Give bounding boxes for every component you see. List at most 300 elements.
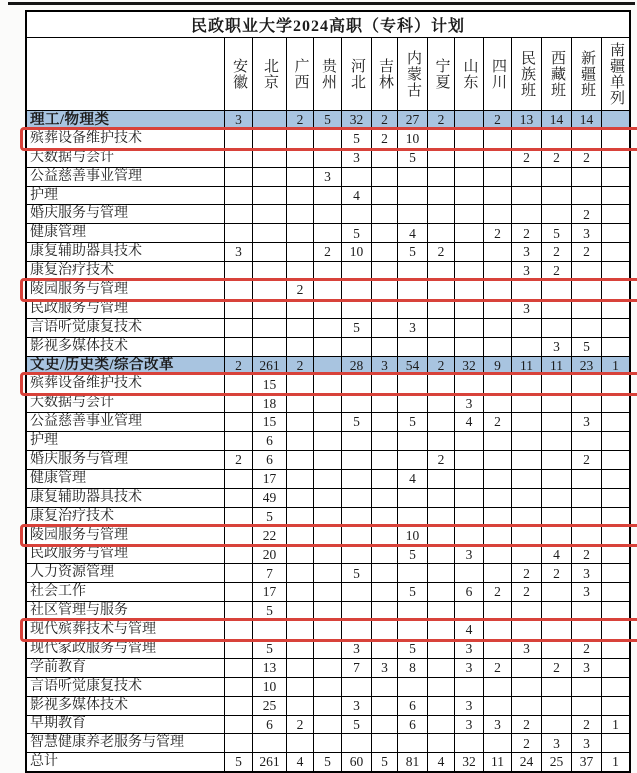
value-cell bbox=[313, 470, 341, 488]
value-cell bbox=[571, 262, 601, 280]
value-cell bbox=[371, 489, 397, 507]
value-cell bbox=[483, 470, 511, 488]
value-cell bbox=[511, 319, 541, 337]
value-cell bbox=[427, 149, 454, 167]
value-cell bbox=[601, 508, 629, 526]
value-cell: 2 bbox=[286, 111, 313, 129]
value-cell: 3 bbox=[571, 734, 601, 752]
row-label: 康复辅助器具技术 bbox=[30, 244, 142, 260]
value-cell: 2 bbox=[483, 413, 511, 431]
value-cell: 24 bbox=[511, 753, 541, 771]
value-cell bbox=[483, 734, 511, 752]
value-cell: 2 bbox=[511, 734, 541, 752]
value-cell bbox=[286, 375, 313, 393]
value-cell bbox=[371, 583, 397, 601]
value-cell: 14 bbox=[571, 111, 601, 129]
value-cell: 13 bbox=[511, 111, 541, 129]
value-cell: 2 bbox=[427, 111, 454, 129]
column-header-label: 河北 bbox=[349, 58, 365, 90]
value-cell: 2 bbox=[541, 564, 571, 582]
value-cell bbox=[601, 527, 629, 545]
data-row bbox=[27, 149, 629, 168]
value-cell: 2 bbox=[511, 224, 541, 242]
value-cell bbox=[371, 168, 397, 186]
value-cell: 9 bbox=[483, 357, 511, 375]
column-header-label: 山东 bbox=[461, 58, 478, 90]
value-cell bbox=[286, 205, 313, 223]
value-cell bbox=[286, 149, 313, 167]
row-label: 民政服务与管理 bbox=[30, 300, 128, 316]
value-cell bbox=[224, 130, 252, 148]
value-cell bbox=[313, 489, 341, 507]
value-cell bbox=[341, 375, 371, 393]
column-header-1 bbox=[252, 38, 286, 110]
value-cell bbox=[252, 338, 286, 356]
value-cell: 5 bbox=[397, 243, 427, 261]
value-cell: 10 bbox=[252, 678, 286, 696]
value-cell: 2 bbox=[571, 243, 601, 261]
value-cell bbox=[601, 432, 629, 450]
row-label: 总计 bbox=[30, 754, 58, 770]
value-cell: 11 bbox=[483, 753, 511, 771]
value-cell bbox=[371, 564, 397, 582]
value-cell: 3 bbox=[224, 243, 252, 261]
value-cell: 2 bbox=[571, 640, 601, 658]
value-cell: 3 bbox=[541, 734, 571, 752]
value-cell bbox=[483, 168, 511, 186]
column-header-10 bbox=[511, 38, 541, 110]
value-cell: 2 bbox=[571, 149, 601, 167]
column-header-label: 南疆单列 bbox=[608, 42, 624, 106]
value-cell bbox=[483, 149, 511, 167]
column-header-label: 广西 bbox=[292, 58, 309, 90]
value-cell bbox=[224, 149, 252, 167]
value-cell bbox=[397, 300, 427, 318]
row-label: 殡葬设备维护技术 bbox=[30, 376, 142, 392]
value-cell bbox=[224, 564, 252, 582]
value-cell bbox=[397, 375, 427, 393]
value-cell bbox=[371, 281, 397, 299]
value-cell: 3 bbox=[571, 413, 601, 431]
value-cell bbox=[454, 734, 483, 752]
value-cell bbox=[341, 678, 371, 696]
value-cell bbox=[397, 338, 427, 356]
value-cell bbox=[341, 281, 371, 299]
value-cell: 3 bbox=[571, 224, 601, 242]
value-cell bbox=[454, 375, 483, 393]
value-cell: 3 bbox=[454, 545, 483, 563]
value-cell bbox=[454, 205, 483, 223]
value-cell bbox=[313, 659, 341, 677]
value-cell bbox=[483, 130, 511, 148]
value-cell: 10 bbox=[341, 243, 371, 261]
value-cell bbox=[371, 432, 397, 450]
value-cell bbox=[371, 375, 397, 393]
value-cell bbox=[286, 545, 313, 563]
value-cell bbox=[454, 470, 483, 488]
value-cell bbox=[483, 300, 511, 318]
value-cell: 4 bbox=[454, 413, 483, 431]
value-cell bbox=[571, 187, 601, 205]
row-label: 现代家政服务与管理 bbox=[30, 640, 156, 656]
value-cell: 2 bbox=[483, 111, 511, 129]
value-cell bbox=[224, 640, 252, 658]
value-cell bbox=[454, 224, 483, 242]
value-cell bbox=[601, 678, 629, 696]
value-cell bbox=[341, 470, 371, 488]
row-label: 大数据与会计 bbox=[30, 395, 114, 411]
value-cell bbox=[427, 545, 454, 563]
value-cell bbox=[313, 545, 341, 563]
value-cell bbox=[454, 678, 483, 696]
value-cell bbox=[286, 734, 313, 752]
row-label: 婚庆服务与管理 bbox=[30, 451, 128, 467]
value-cell bbox=[313, 224, 341, 242]
category-row bbox=[27, 111, 629, 130]
value-cell bbox=[483, 243, 511, 261]
value-cell bbox=[483, 205, 511, 223]
row-label: 言语听觉康复技术 bbox=[30, 319, 142, 335]
value-cell bbox=[313, 734, 341, 752]
value-cell: 5 bbox=[252, 508, 286, 526]
value-cell bbox=[541, 432, 571, 450]
value-cell: 49 bbox=[252, 489, 286, 507]
value-cell bbox=[313, 451, 341, 469]
value-cell bbox=[511, 621, 541, 639]
value-cell bbox=[511, 338, 541, 356]
value-cell bbox=[286, 338, 313, 356]
value-cell bbox=[224, 224, 252, 242]
value-cell bbox=[541, 300, 571, 318]
value-cell: 3 bbox=[371, 659, 397, 677]
value-cell bbox=[341, 602, 371, 620]
value-cell: 5 bbox=[252, 602, 286, 620]
value-cell bbox=[286, 130, 313, 148]
value-cell bbox=[341, 394, 371, 412]
value-cell bbox=[397, 432, 427, 450]
value-cell bbox=[454, 168, 483, 186]
value-cell: 22 bbox=[252, 527, 286, 545]
value-cell bbox=[397, 564, 427, 582]
value-cell bbox=[224, 678, 252, 696]
value-cell bbox=[397, 508, 427, 526]
value-cell bbox=[483, 319, 511, 337]
value-cell bbox=[371, 243, 397, 261]
data-row bbox=[27, 470, 629, 489]
value-cell bbox=[454, 187, 483, 205]
value-cell bbox=[511, 281, 541, 299]
value-cell: 6 bbox=[454, 583, 483, 601]
value-cell: 3 bbox=[454, 640, 483, 658]
column-header-11 bbox=[541, 38, 571, 110]
value-cell bbox=[511, 508, 541, 526]
value-cell bbox=[252, 243, 286, 261]
value-cell: 5 bbox=[341, 319, 371, 337]
value-cell bbox=[511, 130, 541, 148]
value-cell bbox=[286, 187, 313, 205]
data-row bbox=[27, 224, 629, 243]
value-cell bbox=[286, 413, 313, 431]
value-cell bbox=[571, 300, 601, 318]
value-cell bbox=[541, 508, 571, 526]
value-cell: 3 bbox=[224, 111, 252, 129]
value-cell: 2 bbox=[571, 205, 601, 223]
value-cell bbox=[427, 224, 454, 242]
value-cell bbox=[224, 432, 252, 450]
value-cell bbox=[286, 224, 313, 242]
value-cell bbox=[483, 187, 511, 205]
row-label: 社会工作 bbox=[30, 584, 86, 600]
column-header-5 bbox=[371, 38, 397, 110]
column-header-7 bbox=[427, 38, 454, 110]
value-cell: 2 bbox=[427, 451, 454, 469]
value-cell bbox=[224, 338, 252, 356]
value-cell bbox=[427, 734, 454, 752]
value-cell bbox=[371, 451, 397, 469]
value-cell bbox=[427, 262, 454, 280]
column-header-4 bbox=[341, 38, 371, 110]
value-cell bbox=[601, 659, 629, 677]
value-cell bbox=[454, 243, 483, 261]
value-cell bbox=[286, 508, 313, 526]
value-cell: 2 bbox=[571, 451, 601, 469]
value-cell: 6 bbox=[397, 716, 427, 734]
value-cell bbox=[286, 527, 313, 545]
value-cell bbox=[571, 621, 601, 639]
row-label: 健康管理 bbox=[30, 470, 86, 486]
value-cell bbox=[371, 545, 397, 563]
value-cell bbox=[483, 432, 511, 450]
value-cell: 5 bbox=[252, 640, 286, 658]
data-row bbox=[27, 205, 629, 224]
row-label: 人力资源管理 bbox=[30, 565, 114, 581]
value-cell: 17 bbox=[252, 583, 286, 601]
value-cell bbox=[224, 168, 252, 186]
value-cell bbox=[397, 281, 427, 299]
row-label: 陵园服务与管理 bbox=[30, 527, 128, 543]
value-cell bbox=[571, 602, 601, 620]
value-cell: 5 bbox=[541, 224, 571, 242]
column-header-label: 北京 bbox=[262, 58, 278, 90]
value-cell: 5 bbox=[341, 130, 371, 148]
value-cell bbox=[286, 470, 313, 488]
value-cell bbox=[541, 187, 571, 205]
value-cell bbox=[341, 545, 371, 563]
value-cell: 28 bbox=[341, 357, 371, 375]
value-cell bbox=[286, 621, 313, 639]
value-cell bbox=[571, 375, 601, 393]
value-cell bbox=[224, 413, 252, 431]
value-cell bbox=[397, 451, 427, 469]
value-cell bbox=[571, 394, 601, 412]
value-cell bbox=[371, 149, 397, 167]
row-label: 理工/物理类 bbox=[30, 111, 110, 128]
value-cell bbox=[371, 602, 397, 620]
value-cell bbox=[541, 697, 571, 715]
value-cell: 3 bbox=[341, 697, 371, 715]
column-header-0 bbox=[224, 38, 252, 110]
value-cell: 4 bbox=[341, 187, 371, 205]
value-cell: 5 bbox=[371, 753, 397, 771]
value-cell: 2 bbox=[511, 583, 541, 601]
value-cell bbox=[224, 621, 252, 639]
row-label: 陵园服务与管理 bbox=[30, 281, 128, 297]
value-cell: 5 bbox=[397, 413, 427, 431]
value-cell bbox=[286, 583, 313, 601]
value-cell: 261 bbox=[252, 753, 286, 771]
data-row bbox=[27, 432, 629, 451]
value-cell: 3 bbox=[571, 583, 601, 601]
value-cell bbox=[286, 564, 313, 582]
data-row bbox=[27, 583, 629, 602]
value-cell bbox=[371, 338, 397, 356]
value-cell: 10 bbox=[397, 527, 427, 545]
value-cell bbox=[341, 621, 371, 639]
value-cell bbox=[601, 470, 629, 488]
value-cell bbox=[341, 205, 371, 223]
value-cell bbox=[601, 130, 629, 148]
value-cell bbox=[601, 243, 629, 261]
value-cell bbox=[313, 187, 341, 205]
value-cell bbox=[601, 602, 629, 620]
value-cell: 5 bbox=[397, 149, 427, 167]
value-cell: 27 bbox=[397, 111, 427, 129]
row-label: 大数据与会计 bbox=[30, 149, 114, 165]
value-cell bbox=[286, 640, 313, 658]
value-cell bbox=[371, 300, 397, 318]
value-cell: 2 bbox=[286, 281, 313, 299]
value-cell bbox=[483, 697, 511, 715]
column-header-label: 四川 bbox=[490, 58, 506, 90]
data-row bbox=[27, 697, 629, 716]
column-header-label: 吉林 bbox=[377, 58, 393, 90]
value-cell: 6 bbox=[252, 432, 286, 450]
value-cell: 2 bbox=[571, 716, 601, 734]
value-cell bbox=[341, 432, 371, 450]
value-cell: 2 bbox=[511, 564, 541, 582]
value-cell bbox=[252, 300, 286, 318]
value-cell bbox=[313, 527, 341, 545]
value-cell bbox=[371, 262, 397, 280]
value-cell bbox=[252, 224, 286, 242]
row-label: 康复治疗技术 bbox=[30, 508, 114, 524]
value-cell: 14 bbox=[541, 111, 571, 129]
value-cell: 2 bbox=[541, 243, 571, 261]
data-row bbox=[27, 527, 629, 546]
value-cell bbox=[483, 640, 511, 658]
value-cell bbox=[252, 621, 286, 639]
value-cell: 2 bbox=[286, 357, 313, 375]
value-cell: 20 bbox=[252, 545, 286, 563]
value-cell bbox=[483, 508, 511, 526]
column-header-2 bbox=[286, 38, 313, 110]
value-cell bbox=[571, 470, 601, 488]
value-cell bbox=[601, 319, 629, 337]
value-cell bbox=[601, 187, 629, 205]
column-header-label: 宁夏 bbox=[433, 58, 450, 90]
value-cell: 3 bbox=[454, 394, 483, 412]
value-cell bbox=[541, 527, 571, 545]
value-cell bbox=[427, 432, 454, 450]
value-cell bbox=[454, 262, 483, 280]
value-cell bbox=[371, 187, 397, 205]
value-cell bbox=[286, 300, 313, 318]
value-cell bbox=[371, 640, 397, 658]
column-header-label: 新疆班 bbox=[579, 50, 595, 98]
value-cell bbox=[427, 716, 454, 734]
value-cell bbox=[341, 168, 371, 186]
value-cell bbox=[483, 602, 511, 620]
value-cell bbox=[371, 697, 397, 715]
value-cell: 7 bbox=[252, 564, 286, 582]
value-cell bbox=[397, 262, 427, 280]
value-cell bbox=[601, 149, 629, 167]
value-cell: 3 bbox=[483, 716, 511, 734]
value-cell: 23 bbox=[571, 357, 601, 375]
value-cell bbox=[286, 243, 313, 261]
value-cell: 5 bbox=[341, 716, 371, 734]
value-cell: 10 bbox=[397, 130, 427, 148]
value-cell: 4 bbox=[427, 753, 454, 771]
value-cell: 3 bbox=[341, 149, 371, 167]
value-cell bbox=[454, 319, 483, 337]
value-cell bbox=[286, 602, 313, 620]
value-cell bbox=[224, 262, 252, 280]
value-cell bbox=[571, 319, 601, 337]
value-cell bbox=[601, 168, 629, 186]
value-cell bbox=[511, 187, 541, 205]
value-cell bbox=[313, 697, 341, 715]
column-header-8 bbox=[454, 38, 483, 110]
value-cell bbox=[454, 451, 483, 469]
value-cell: 3 bbox=[371, 357, 397, 375]
value-cell: 5 bbox=[341, 564, 371, 582]
value-cell bbox=[541, 678, 571, 696]
value-cell bbox=[224, 375, 252, 393]
value-cell bbox=[541, 489, 571, 507]
value-cell bbox=[571, 130, 601, 148]
data-row bbox=[27, 281, 629, 300]
value-cell bbox=[313, 375, 341, 393]
value-cell bbox=[286, 262, 313, 280]
value-cell: 5 bbox=[397, 640, 427, 658]
value-cell bbox=[483, 678, 511, 696]
value-cell bbox=[483, 394, 511, 412]
value-cell bbox=[371, 621, 397, 639]
value-cell bbox=[454, 508, 483, 526]
value-cell bbox=[541, 394, 571, 412]
value-cell bbox=[371, 734, 397, 752]
value-cell bbox=[601, 375, 629, 393]
value-cell bbox=[397, 489, 427, 507]
value-cell bbox=[454, 527, 483, 545]
column-header-3 bbox=[313, 38, 341, 110]
value-cell: 81 bbox=[397, 753, 427, 771]
value-cell bbox=[313, 413, 341, 431]
value-cell bbox=[286, 489, 313, 507]
row-label: 殡葬设备维护技术 bbox=[30, 130, 142, 146]
column-header-label: 西藏班 bbox=[549, 50, 565, 98]
value-cell bbox=[541, 205, 571, 223]
value-cell: 3 bbox=[454, 659, 483, 677]
value-cell bbox=[541, 583, 571, 601]
value-cell: 3 bbox=[511, 262, 541, 280]
value-cell: 4 bbox=[541, 545, 571, 563]
value-cell bbox=[511, 697, 541, 715]
value-cell bbox=[601, 621, 629, 639]
row-label: 康复治疗技术 bbox=[30, 263, 114, 279]
data-row bbox=[27, 545, 629, 564]
